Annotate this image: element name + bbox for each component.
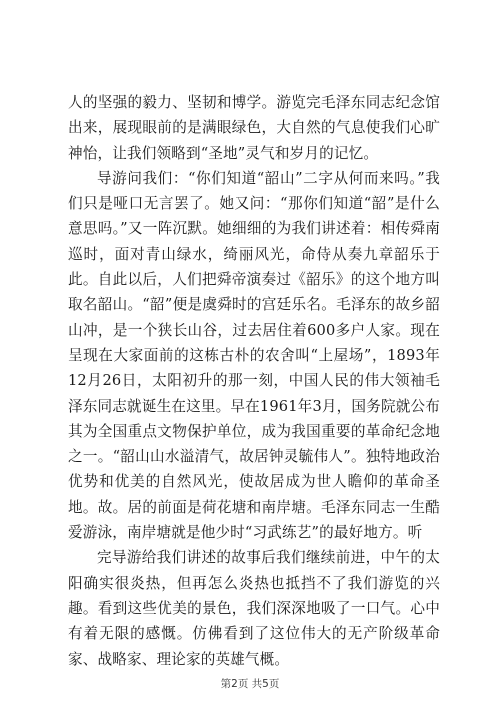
paragraph-1: 人的坚强的毅力、坚韧和博学。游览完毛泽东同志纪念馆出来，展现眼前的是满眼绿色，大自然的气息使我们心旷神怡，让我们领略到“圣地”灵气和岁月的记忆。 <box>68 94 440 162</box>
paragraph-2: 导游问我们：“你们知道“韶山”二字从何而来吗。”我们只是哑口无言罢了。她又问：“那你们知道“韶”是什么意思吗。”又一阵沉默。她细细的为我们讲述着：相传舜南巡时，面对青山绿水，绮丽风光，命侍从奏九章韶乐于此。自此以后，人们把舜帝演奏过《韶乐》的这个地方叫取名韶山。“韶”便是虞舜时的宫廷乐名。毛泽东的故乡韶山冲，是一个狭长山谷，过去居住着600多户人家。现在呈现在大家面前的这栋古朴的农舍叫“上屋场”，1893年12月26日，太阳初升的那一刻，中国人民的伟大领袖毛泽东同志就诞生在这里。早在1961年3月，国务院就公布其为全国重点文物保护单位，成为我国重要的革命纪念地之一。“韶山山水溢清气，故居钟灵毓伟人”。独特地政治优势和优美的自然风光，使故居成为世人瞻仰的革命圣地。故。居的前面是荷花塘和南岸塘。毛泽东同志一生酷爱游泳，南岸塘就是他少时“习武练艺”的最好地方。听 <box>68 169 440 542</box>
paragraph-3: 完导游给我们讲述的故事后我们继续前进，中午的太阳确实很炎热，但再怎么炎热也抵挡不了我们游览的兴趣。看到这些优美的景色，我们深深地吸了一口气。心中有着无限的感慨。仿佛看到了这位伟大的无产阶级革命家、战略家、理论家的英雄气概。 <box>68 549 440 668</box>
document-body <box>68 90 440 672</box>
page-number-footer: 第2页 共5页 <box>220 678 280 690</box>
